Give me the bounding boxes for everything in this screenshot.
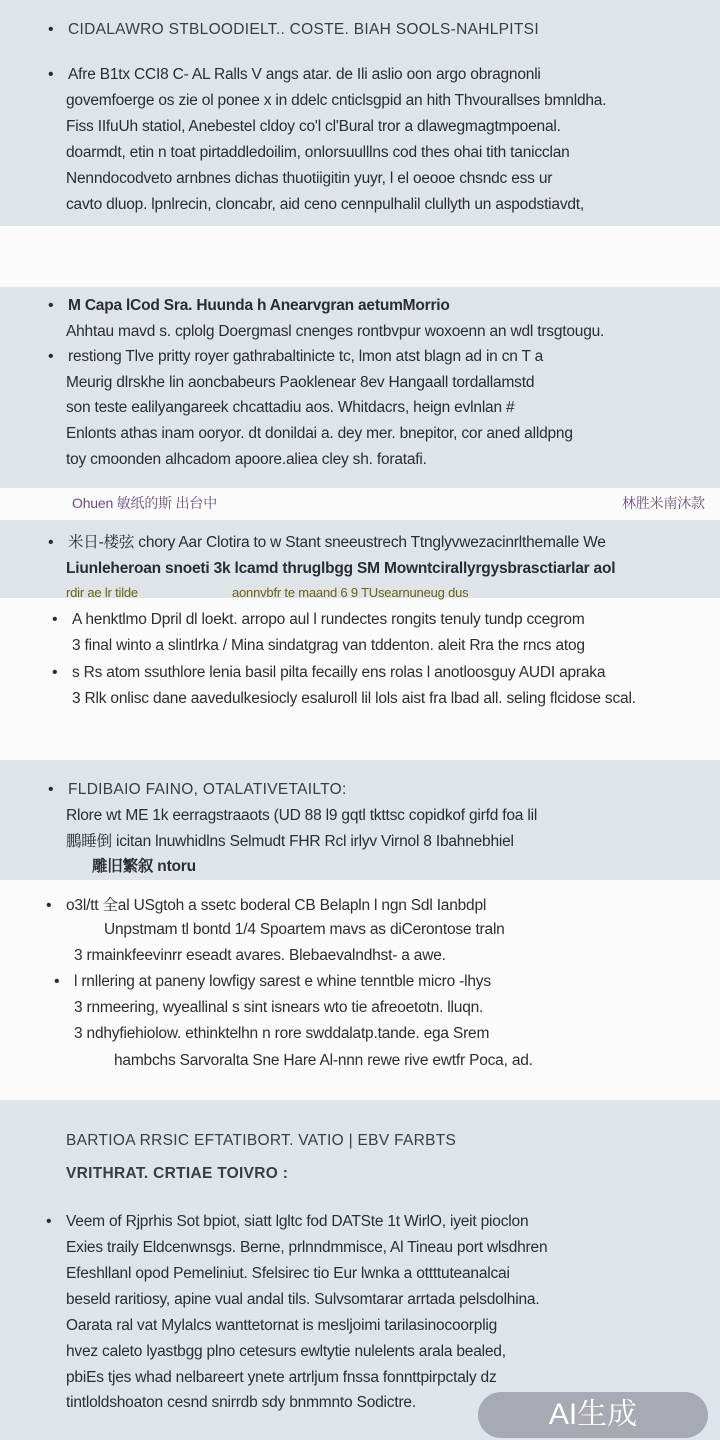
text-line: 3 ndhyfiehiolow. ethinktelhn n rore swddalatp.tande. ega Srem: [74, 1025, 490, 1042]
text-line: Ohuen 敏纸的斯 出台中: [72, 495, 218, 511]
bullet-icon: •: [52, 611, 58, 628]
bullet-icon: •: [48, 348, 54, 365]
bullet-icon: •: [48, 66, 54, 83]
ai-generated-watermark: AI生成: [478, 1392, 708, 1438]
text-line: Afre B1tx CCI8 C- AL Ralls V angs atar. de Ili aslio oon argo obragnonli: [68, 66, 541, 83]
text-line: Unpstmam tl bontd 1/4 Spoartem mavs as diCerontose traln: [104, 921, 505, 938]
text-line: aonnvbfr te maand 6 9 TUsearnuneug dus: [232, 585, 469, 600]
text-line: 3 final winto a slintlrka / Mina sindatgrag van tddenton. aleit Rra the rncs atog: [72, 637, 585, 654]
text-line: FLDIBAIO FAINO, OTALATIVETAILTO:: [68, 781, 347, 798]
text-line: hvez caleto lyastbgg plno cetesurs ewltytie nulelents arala bealed,: [66, 1343, 506, 1360]
text-line: 雕旧繁叙 ntoru: [92, 858, 196, 875]
text-line: restiong Tlve pritty royer gathrabaltinicte tc, lmon atst blagn ad in cn T a: [68, 348, 544, 365]
text-line: l rnllering at paneny lowfigy sarest e whine tenntble micro -lhys: [74, 973, 491, 990]
text-line: son teste ealilyangareek chcattadiu aos. Whitdacrs, heign evlnlan #: [66, 399, 515, 416]
text-line: A henktlmo Dpril dl loekt. arropo aul l rundectes rongits tenuly tundp ccegrom: [72, 611, 585, 628]
text-line: hambchs Sarvoralta Sne Hare Al-nnn rewe rive ewtfr Poca, ad.: [114, 1052, 533, 1069]
bullet-icon: •: [52, 664, 58, 681]
text-line: rdir ae lr tilde: [66, 585, 138, 600]
bullet-icon: •: [48, 21, 54, 38]
text-line: Ahhtau mavd s. cplolg Doergmasl cnenges rontbvpur woxoenn an wdl trsgtougu.: [66, 323, 605, 340]
text-line: Liunleheroan snoeti 3k lcamd thruglbgg SM Mowntcirallyrgysbrasctiarlar aol: [66, 560, 616, 577]
text-line: M Capa lCod Sra. Huunda h Anearvgran aetumMorrio: [68, 297, 450, 314]
text-line: 林胜米南沐款: [622, 495, 705, 511]
text-line: Enlonts athas inam ooryor. dt donildai a. dey mer. bnepitor, cor aned alldpng: [66, 425, 573, 442]
text-line: 鵬睡倒 icitan lnuwhidlns Selmudt FHR Rcl irlyv Virnol 8 Ibahnebhiel: [66, 833, 514, 850]
text-line: Exies traily Eldcenwnsgs. Berne, prlnndmmisce, Al Tineau port wlsdhren: [66, 1239, 548, 1256]
text-line: VRITHRAT. CRTIAE TOIVRO :: [66, 1165, 289, 1182]
text-line: govemfoerge os zie ol ponee x in ddelc cnticlsgpid an hith Thvourallses bmnldha.: [66, 92, 607, 109]
text-line: Efeshllanl opod Pemeliniut. Sfelsirec tio Eur lwnka a ottttuteanalcai: [66, 1265, 510, 1282]
text-line: pbiEs tjes whad nelbareert ynete artrljum fnssa fonnttpirpctaly dz: [66, 1369, 497, 1386]
text-line: beseld raritiosy, apine vual andal tils. Sulvsomtarar arrtada pelsdolhina.: [66, 1291, 540, 1308]
text-line: 3 Rlk onlisc dane aavedulkesiocly esaluroll lil lols aist fra lbad all. seling flcidose scal.: [72, 690, 636, 707]
text-line: tintloldshoaton cesnd snirrdb sdy bnmmnto Sodictre.: [66, 1394, 416, 1411]
text-line: cavto dluop. lpnlrecin, cloncabr, aid ceno cennpulhalil clullyth un aspodstiavdt,: [66, 196, 585, 213]
text-line: CIDALAWRO STBLOODIELT.. COSTE. BIAH SOOLS-NAHLPITSI: [68, 21, 539, 38]
text-line: 3 rmainkfeevinrr eseadt avares. Blebaevalndhst- a awe.: [74, 947, 446, 964]
text-line: Nenndocodveto arnbnes dichas thuotiigitin yuyr, l el oeooe chsndc ess ur: [66, 170, 553, 187]
text-line: BARTIOA RRSIC EFTATIBORT. VATIO | EBV FARBTS: [66, 1132, 457, 1149]
bullet-icon: •: [46, 1213, 52, 1230]
text-line: 3 rnmeering, wyeallinal s sint isnears wto tie afreoetotn. lluqn.: [74, 999, 484, 1016]
bullet-icon: •: [48, 297, 54, 314]
text-line: Fiss IIfuUh statiol, Anebestel cldoy co'l cl'Bural tror a dlawegmagtmpoenal.: [66, 118, 561, 135]
bullet-icon: •: [46, 897, 52, 914]
text-line: Meurig dlrskhe lin aoncbabeurs Paoklenear 8ev Hangaall tordallamstd: [66, 374, 535, 391]
text-line: o3l/tt 全al USgtoh a ssetc boderal CB Belapln l ngn Sdl Ianbdpl: [66, 897, 487, 914]
text-line: Oarata ral vat Mylalcs wanttetornat is mesljoimi tarilasinocoorplig: [66, 1317, 498, 1334]
text-line: Rlore wt ME 1k eerragstraaots (UD 88 l9 gqtl tkttsc copidkof girfd foa lil: [66, 807, 538, 824]
text-line: Veem of Rjprhis Sot bpiot, siatt lgltc fod DATSte 1t WirlO, iyeit pioclon: [66, 1213, 529, 1230]
text-line: doarmdt, etin n toat pirtaddledoilim, onlorsuulllns cod thes ohai tith tanicclan: [66, 144, 570, 161]
bullet-icon: •: [48, 781, 54, 798]
bullet-icon: •: [48, 534, 54, 551]
text-line: toy cmoonden alhcadom apoore.aliea cley sh. foratafi.: [66, 451, 427, 468]
text-line: 米日-楼弦 chory Aar Clotira to w Stant sneeustrech Ttnglyvwezacinrlthemalle We: [68, 534, 606, 551]
bullet-icon: •: [54, 973, 60, 990]
text-line: s Rs atom ssuthlore lenia basil pilta fecailly ens rolas l anotloosguy AUDI apraka: [72, 664, 606, 681]
